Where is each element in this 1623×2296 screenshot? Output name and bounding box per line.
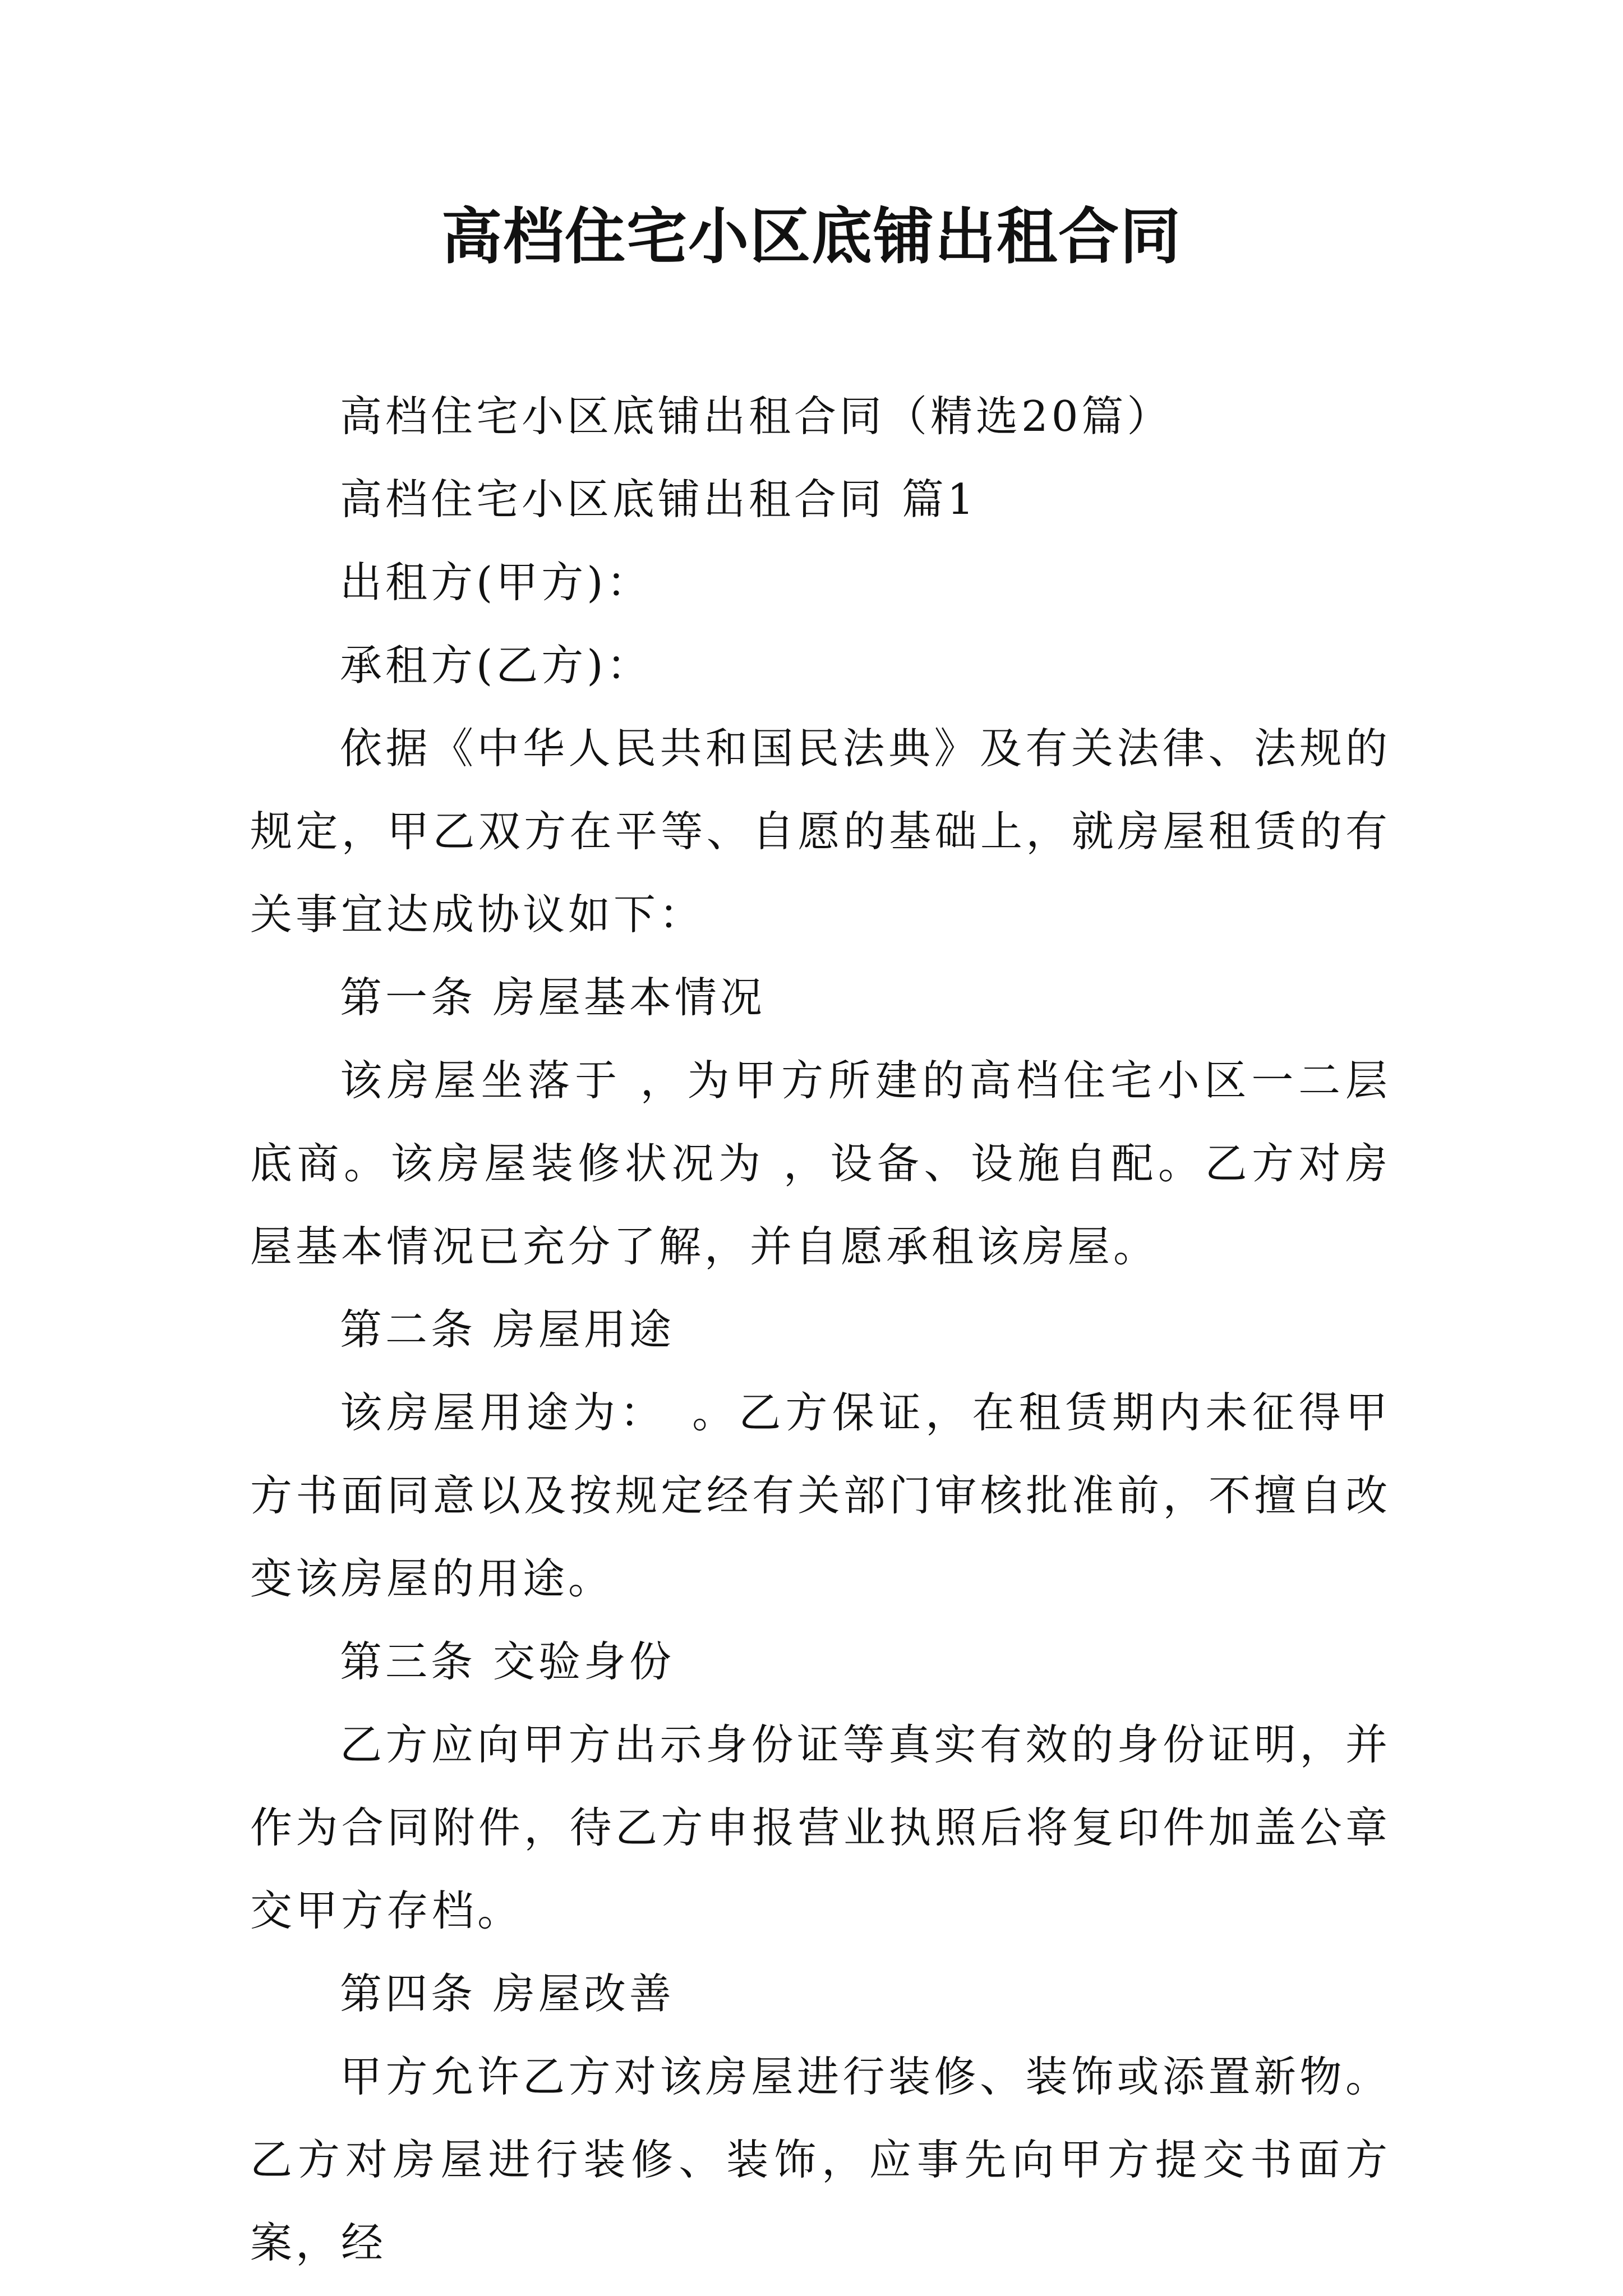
article-2-body: 该房屋用途为： 。乙方保证，在租赁期内未征得甲方书面同意以及按规定经有关部门审核批准前，不擅自改变该房屋的用途。 xyxy=(250,1388,1391,1603)
lessee-line: 承租方(乙方)： xyxy=(340,641,652,690)
section-label: 高档住宅小区底铺出租合同 篇1 xyxy=(340,475,978,524)
article-4-body: 甲方允许乙方对该房屋进行装修、装饰或添置新物。乙方对房屋进行装修、装饰，应事先向甲方提交书面方案，经 xyxy=(250,2052,1391,2267)
document-title: 高档住宅小区底铺出租合同 xyxy=(441,201,1182,272)
article-3-body: 乙方应向甲方出示身份证等真实有效的身份证明，并作为合同附件，待乙方申报营业执照后将复印件加盖公章交甲方存档。 xyxy=(250,1720,1391,1935)
article-1-heading: 第一条 房屋基本情况 xyxy=(340,973,766,1022)
preamble-paragraph: 依据《中华人民共和国民法典》及有关法律、法规的规定，甲乙双方在平等、自愿的基础上，就房屋租赁的有关事宜达成协议如下： xyxy=(250,724,1391,939)
lessor-line: 出租方(甲方)： xyxy=(340,558,652,607)
article-3-heading: 第三条 交验身份 xyxy=(340,1637,675,1686)
subtitle-paragraph: 高档住宅小区底铺出租合同（精选20篇） xyxy=(340,392,1173,441)
article-2-heading: 第二条 房屋用途 xyxy=(340,1305,675,1354)
document-body xyxy=(250,375,1391,2284)
article-4-heading: 第四条 房屋改善 xyxy=(340,1969,675,2018)
article-1-body: 该房屋坐落于 ，为甲方所建的高档住宅小区一二层底商。该房屋装修状况为 ，设备、设施自配。乙方对房屋基本情况已充分了解，并自愿承租该房屋。 xyxy=(250,1056,1391,1271)
